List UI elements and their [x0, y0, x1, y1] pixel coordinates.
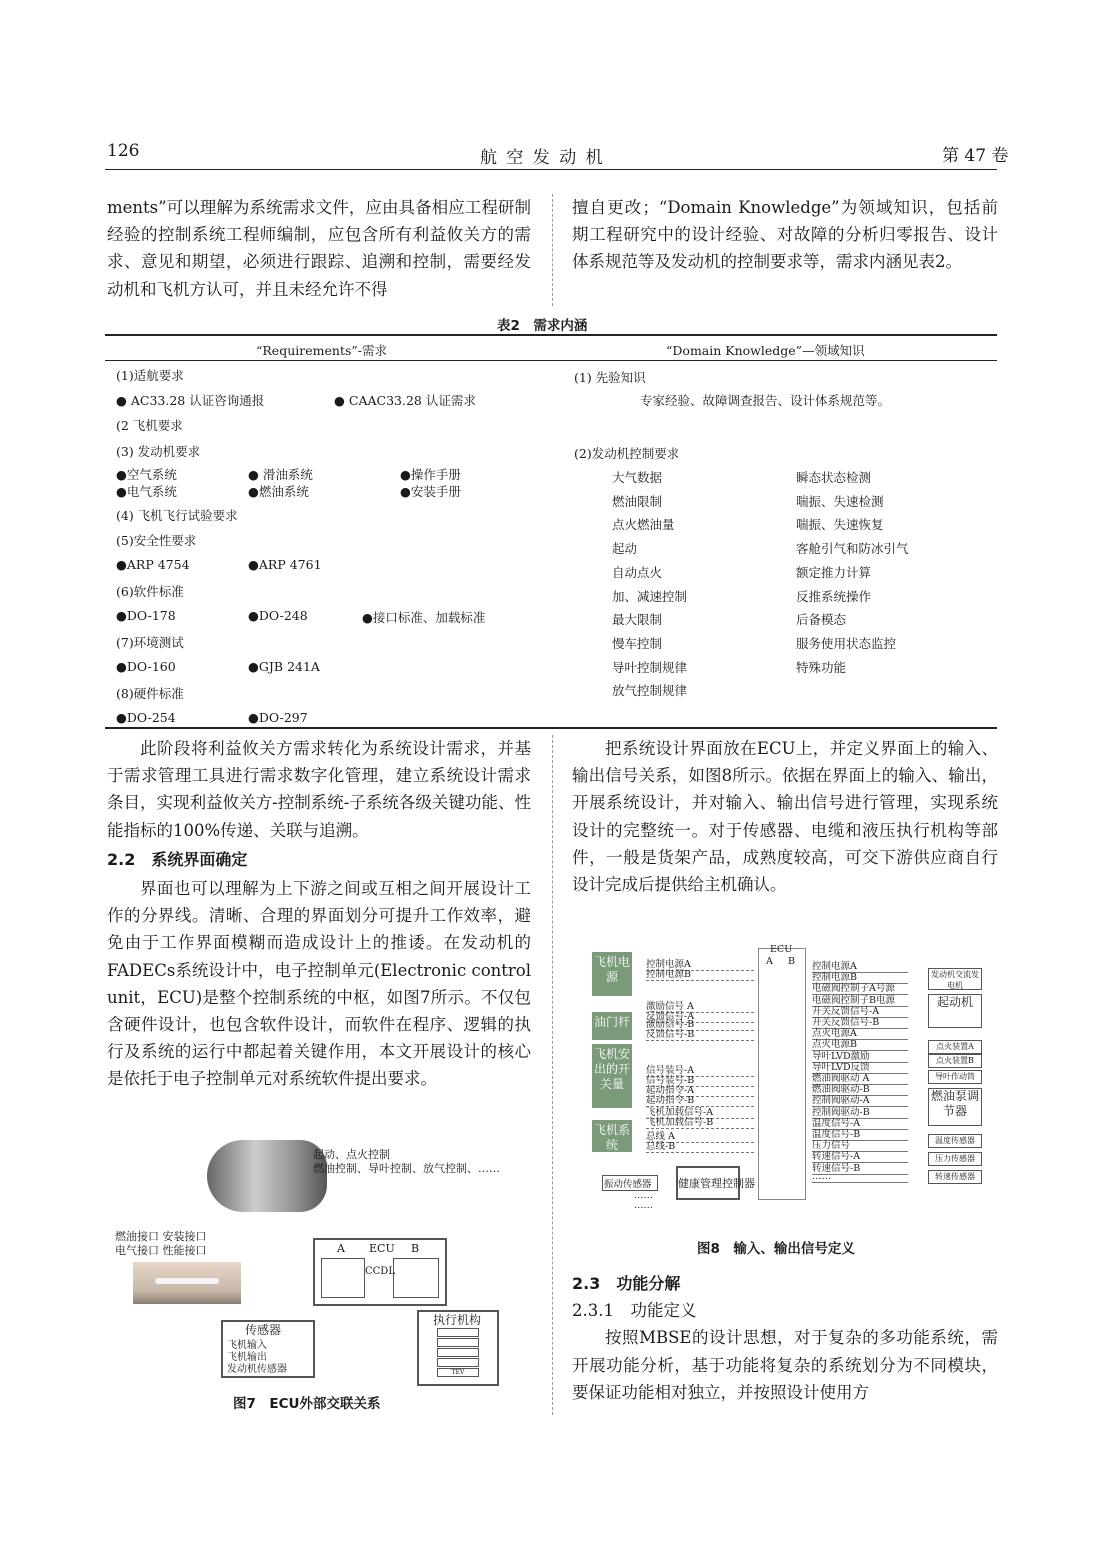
table-right-a-item: 放气控制规律 [612, 683, 688, 699]
fig8-right-box: 转速传感器 [928, 1170, 982, 1184]
fig8-right-signal: 控制电源A [812, 958, 908, 973]
fig8-right-signal: 电磁阀控制子B电源 [812, 992, 908, 1007]
table-right-b-item: 喘振、失速恢复 [796, 517, 884, 533]
column-divider-top [552, 194, 553, 306]
right-body-bottom [572, 1270, 998, 1406]
fig8-right-signal: 控制电源B [812, 969, 908, 984]
fig7-actuator-item: TEV [437, 1368, 479, 1377]
table-left-cell: ● 滑油系统 [248, 467, 313, 482]
fig8-right-signal: 开关反馈信号-A [812, 1003, 908, 1018]
fig7-aircraft-shape [155, 1278, 219, 1284]
fig7-sensor-item: 飞机输入 [227, 1340, 267, 1351]
fig8-left-signal: 控制电源B [646, 966, 754, 981]
fig7-actuator-item [437, 1348, 479, 1357]
fig8-left-box: 飞机系统 [592, 1120, 632, 1152]
table-header-left: “Requirements”-需求 [256, 343, 387, 358]
table-left-cell: ●电气系统 [116, 484, 177, 499]
volume-label: 第 47 卷 [942, 146, 1009, 166]
fig8-vibration-label: 振动传感器 [604, 1179, 652, 1190]
fig8-dots-2: …… [634, 1200, 653, 1211]
fig8-right-signal: 温度信号-A [812, 1115, 908, 1130]
fig8-left-signal: 信号装号-B [646, 1072, 754, 1087]
table-right-a-item: 加、减速控制 [612, 588, 688, 604]
section-2-3: 2.3 功能分解 [572, 1274, 681, 1293]
fig8-right-signal: 导叶LVD反馈 [812, 1059, 908, 1074]
fig7-engine-image [207, 1140, 327, 1212]
table-right-b-item: 反推系统操作 [796, 588, 872, 604]
table-right-a-item: 慢车控制 [612, 635, 663, 651]
table-header-right: “Domain Knowledge”—领域知识 [666, 343, 865, 358]
table-left-cell: ●接口标准、加载标准 [362, 610, 486, 625]
fig8-left-signal: 控制电源A [646, 956, 754, 971]
fig8-right-box: 点火装置A [928, 1040, 982, 1054]
table-left-cell: ●DO-160 [116, 659, 176, 674]
table-right-b-item: 服务使用状态监控 [796, 635, 897, 651]
table-left-cell: ●安装手册 [400, 484, 461, 499]
table-right-a-item: 起动 [612, 541, 638, 557]
table-left-cell: ●燃油系统 [248, 484, 309, 499]
fig8-right-box: 导叶作动筒 [928, 1070, 982, 1084]
table-header-rule [105, 360, 997, 361]
fig8-left-signal: 反馈信号-A [646, 1008, 754, 1023]
fig7-ecu-inner-b [393, 1258, 439, 1298]
table-right-a-item: 大气数据 [612, 470, 663, 485]
table-left-cell: (8)硬件标准 [116, 686, 184, 701]
fig8-right-signal: 点火电源B [812, 1036, 908, 1051]
fig8-right-signal: 转速信号-B [812, 1160, 908, 1175]
journal-title: 航 空 发 动 机 [480, 148, 605, 168]
fig8-left-signal: 激励信号-B [646, 1016, 754, 1031]
fig8-ecu-label: ECU [770, 944, 793, 955]
table-right-a-item: 燃油限制 [612, 493, 663, 509]
fig8-left-signal: 总线 A [646, 1128, 754, 1143]
fig8-left-box: 飞机安出的开关量 [592, 1044, 632, 1108]
table-right-b-item: 客舱引气和防冰引气 [796, 541, 909, 557]
table-left-cell: ●ARP 4761 [248, 557, 322, 572]
fig8-right-signal: 导叶LVD激励 [812, 1048, 908, 1063]
figure-8 [590, 944, 985, 1211]
fig8-right-signal: 压力信号 [812, 1137, 908, 1152]
table-right-a-item: 自动点火 [612, 564, 663, 580]
fig8-right-signal: 转速信号-A [812, 1148, 908, 1163]
fig7-left-label-1: 燃油接口 安装接口 [115, 1230, 207, 1243]
header-rule [105, 169, 997, 170]
top-left-paragraph: ments”可以理解为系统需求文件，应由具备相应工程研制经验的控制系统工程师编制，应包含所有利益攸关方的需求、意见和期望，必须进行跟踪、追溯和控制，需要经发动机和飞机方认可，并且未经允许不得 [107, 198, 531, 299]
table-left-cell: ● AC33.28 认证咨询通报 [116, 393, 265, 408]
fig7-ecu-title: ECU [369, 1242, 395, 1255]
section-2-2: 2.2 系统界面确定 [107, 849, 248, 869]
fig8-left-signal: 起动指令-B [646, 1092, 754, 1107]
fig8-left-signal: 总线-B [646, 1138, 754, 1153]
fig7-top-label-1: 起动、点火控制 [313, 1148, 390, 1161]
fig8-left-box: 飞机电源 [592, 952, 632, 996]
fig8-ecu-box [758, 948, 806, 1200]
table-right-a-item: 点火燃油量 [612, 517, 675, 533]
section-2-3-1: 2.3.1 功能定义 [572, 1301, 697, 1321]
fig7-top-label-2: 燃油控制、导叶控制、放气控制、…… [313, 1162, 500, 1175]
fig7-sensor-title: 传感器 [245, 1323, 282, 1337]
table-left-cell: ●DO-297 [248, 710, 308, 725]
left-para-1: 此阶段将利益攸关方需求转化为系统设计需求，并基于需求管理工具进行需求数字化管理，建立系统设计需求条目，实现利益攸关方-控制系统-子系统各级关键功能、性能指标的100%传递、关联与追溯。 [107, 739, 531, 840]
fig8-right-box: 起动机 [928, 994, 982, 1028]
fig8-right-signal: 开关反馈信号-B [812, 1014, 908, 1029]
table-left-cell: (7)环境测试 [116, 635, 184, 650]
fig8-caption: 图8 输入、输出信号定义 [697, 1241, 855, 1257]
fig8-left-signal: 飞机加载信号-B [646, 1114, 754, 1129]
fig7-actuator-item [437, 1338, 479, 1347]
table-right-a-item: 最大限制 [612, 612, 663, 628]
table-left-cell: (4) 飞机飞行试验要求 [116, 508, 238, 523]
column-divider-bottom [552, 735, 553, 1415]
right-body-top [572, 735, 998, 898]
right-title-1: (1) 先验知识 [574, 370, 646, 385]
fig8-right-signal: 温度信号-B [812, 1126, 908, 1141]
table-right-b-item: 喘振、失速检测 [796, 493, 884, 509]
fig8-right-signal: 燃油阀驱动 A [812, 1070, 908, 1085]
table-left-cell: (2 飞机要求 [116, 418, 183, 433]
table-left-cell: ●空气系统 [116, 467, 177, 482]
left-para-2: 界面也可以理解为上下游之间或互相之间开展设计工作的分界线。清晰、合理的界面划分可提升工作效率，避免由于工作界面模糊而造成设计上的推诿。在发动机的FADECs系统设计中，电子控制单元(Electronic control unit，ECU)是整个控制系统的中枢，如图7所示。不仅包含硬件设计，也包含软件设计，而软件在程序、逻辑的执行及系统的运行中都起着关键作用，本文开展设计的核心是依托于电子控制单元对系统软件提出要求。 [107, 879, 531, 1089]
fig8-right-box: 压力传感器 [928, 1152, 982, 1166]
table-left-cell: ● CAAC33.28 认证需求 [334, 393, 476, 408]
fig7-actuator-item [437, 1328, 479, 1337]
right-para-1: 把系统设计界面放在ECU上，并定义界面上的输入、输出信号关系，如图8所示。依据在界面上的输入、输出，开展系统设计，并对输入、输出信号进行管理，实现系统设计的完整统一。对于传感器、电缆和液压执行机构等部件，一般是货架产品，成熟度较高，可交下游供应商自行设计完成后提供给主机确认。 [572, 739, 998, 895]
fig8-right-box: 点火装置B [928, 1054, 982, 1068]
table-left-cell: ●操作手册 [400, 467, 461, 482]
table-caption: 表2 需求内涵 [497, 318, 588, 334]
right-title-2: (2)发动机控制要求 [574, 446, 680, 461]
fig8-left-box: 油门杆 [592, 1012, 632, 1040]
fig8-left-signal: 起动指令-A [646, 1082, 754, 1097]
page-number: 126 [107, 141, 140, 161]
table-left-cell: (5)安全性要求 [116, 533, 197, 548]
fig8-left-signal: 反馈信号-B [646, 1026, 754, 1041]
fig8-ecu-a: A [766, 956, 773, 967]
fig8-dots-1: …… [634, 1190, 653, 1201]
fig8-health-label: 健康管理控制器 [678, 1177, 755, 1190]
figure-7 [115, 1138, 515, 1383]
fig8-right-signal: 点火电源A [812, 1025, 908, 1040]
fig8-right-signal: 控制阀驱动-B [812, 1104, 908, 1119]
table-right-b-item: 特殊功能 [796, 659, 847, 675]
fig8-left-signal: 激励信号 A [646, 998, 754, 1013]
right-line-1: 专家经验、故障调查报告、设计体系规范等。 [640, 393, 891, 408]
fig8-left-signal: 飞机加载信号-A [646, 1104, 754, 1119]
table-left-cell: ●DO-178 [116, 608, 176, 623]
table-left-cell: ●ARP 4754 [116, 557, 190, 572]
table-right-a-item: 导叶控制规律 [612, 659, 688, 675]
fig8-right-signal: 控制阀驱动-A [812, 1092, 908, 1107]
fig8-left-signal: 信号装号-A [646, 1062, 754, 1077]
table-left-cell: ●DO-248 [248, 608, 308, 623]
table-left-cell: ●DO-254 [116, 710, 176, 725]
table-left-cell: (1)适航要求 [116, 368, 184, 383]
fig8-right-box: 燃油泵调节器 [928, 1088, 982, 1126]
fig8-right-signal: 燃油阀驱动-B [812, 1081, 908, 1096]
table-right-b-item: 后备模态 [796, 612, 847, 628]
table-right-b-item: 额定推力计算 [796, 564, 872, 580]
right-para-2: 按照MBSE的设计思想，对于复杂的多功能系统，需开展功能分析，基于功能将复杂的系统划分为不同模块，要保证功能相对独立，并按照设计使用方 [572, 1328, 998, 1402]
fig7-ccdl: CCDL [365, 1266, 395, 1277]
fig7-left-label-2: 电气接口 性能接口 [115, 1244, 207, 1257]
table-left-cell: (3) 发动机要求 [116, 444, 201, 459]
fig7-sensor-item: 飞机输出 [227, 1352, 267, 1363]
fig8-right-signal: …… [812, 1171, 908, 1183]
left-body [107, 735, 531, 1093]
table-top-rule [105, 334, 997, 336]
table-left-cell: (6)软件标准 [116, 584, 184, 599]
table-right-b-item: 瞬态状态检测 [796, 470, 872, 485]
fig7-ecu-a: A [337, 1242, 345, 1255]
fig8-right-box: 温度传感器 [928, 1134, 982, 1148]
fig7-ecu-inner-a [321, 1258, 365, 1298]
fig7-ecu-b: B [411, 1242, 420, 1255]
table-left-cell: ●GJB 241A [248, 659, 320, 674]
fig8-right-box: 发动机交流发电机 [928, 968, 982, 990]
fig8-ecu-b: B [788, 956, 795, 967]
top-right-paragraph: 擅自更改；“Domain Knowledge”为领域知识，包括前期工程研究中的设计经验、对故障的分析归零报告、设计体系规范等及发动机的控制要求等，需求内涵见表2。 [572, 198, 998, 272]
fig7-actuator-item [437, 1358, 479, 1367]
fig7-actuator-title: 执行机构 [433, 1313, 482, 1327]
fig8-right-signal: 电磁阀控制子A号源 [812, 980, 908, 995]
fig7-sensor-item: 发动机传感器 [227, 1364, 287, 1375]
table-bottom-rule [105, 727, 997, 729]
fig7-caption: 图7 ECU外部交联关系 [233, 1396, 381, 1412]
